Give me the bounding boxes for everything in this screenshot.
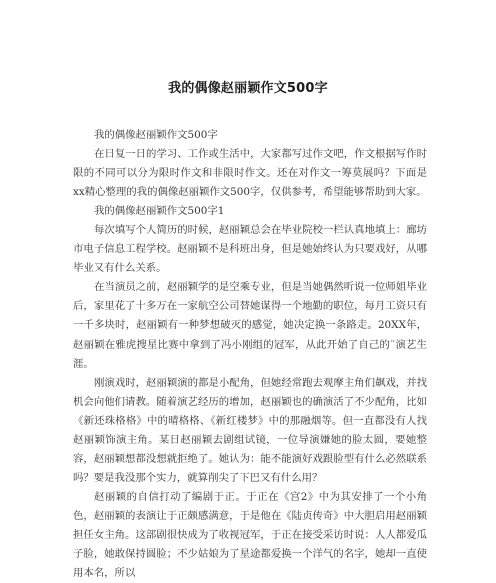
paragraph-subtitle: 我的偶像赵丽颖作文500字 [94, 129, 218, 141]
document-body [73, 126, 427, 583]
paragraph-section-heading: 我的偶像赵丽颖作文500字1 [94, 205, 225, 218]
paragraph: 赵丽颖的自信打动了编剧于正。于正在《宫2》中为其安排了一个小角色，赵丽颖的表演让于正颇感满意，于是他在《陆贞传奇》中大胆启用赵丽颖担任女主角。这部剧很快成为了收视冠军，于正在接受采访时说：人人都爱瓜子脸，她敢保持圆脸；不少姑娘为了星途都爱换一个洋气的名字，她却一直使用本名，所以 [73, 490, 427, 580]
paragraph-intro: 在日复一日的学习、工作或生活中，大家都写过作文吧，作文根据写作时限的不同可以分为限时作文和非限时作文。还在对作文一筹莫展吗？下面是xx精心整理的我的偶像赵丽颖作文500字，仅供参考，希望能够帮助到大家。 [73, 148, 427, 199]
paragraph: 在当演员之前，赵丽颖学的是空乘专业，但是当她偶然听说一位师姐毕业后，家里花了十多万在一家航空公司替她谋得一个地勤的职位，每月工资只有一千多块时，赵丽颖有一种梦想破灭的感觉，她决定换一条路走。20XX年，赵丽颖在雅虎搜星比赛中拿到了冯小刚组的冠军，从此开始了自己的¨演艺生涯。 [73, 281, 427, 370]
paragraph: 刚演戏时，赵丽颖演的都是小配角，但她经常跑去观摩主角们飙戏，并找机会向他们请教。随着演艺经历的增加，赵丽颖也的确演活了不少配角，比如《新还珠格格》中的晴格格、《新红楼梦》中的那融烟等。但一直都没有人找赵丽颖饰演主角。某日赵丽颖去剧组试镜，一位导演嫌她的脸太圆，要她整容，赵丽颖想都没想就拒绝了。她认为：能不能演好戏跟脸型有什么必然联系吗？要是我没那个实力，就算削尖了下巴又有什么用？ [73, 376, 427, 484]
paragraph: 每次填写个人简历的时候，赵丽颖总会在毕业院校一栏认真地填上：廊坊市电子信息工程学校。赵丽颖不是科班出身，但是她始终认为只要戏好，从哪毕业又有什么关系。 [73, 224, 427, 275]
document-title: 我的偶像赵丽颖作文500字 [168, 81, 328, 96]
